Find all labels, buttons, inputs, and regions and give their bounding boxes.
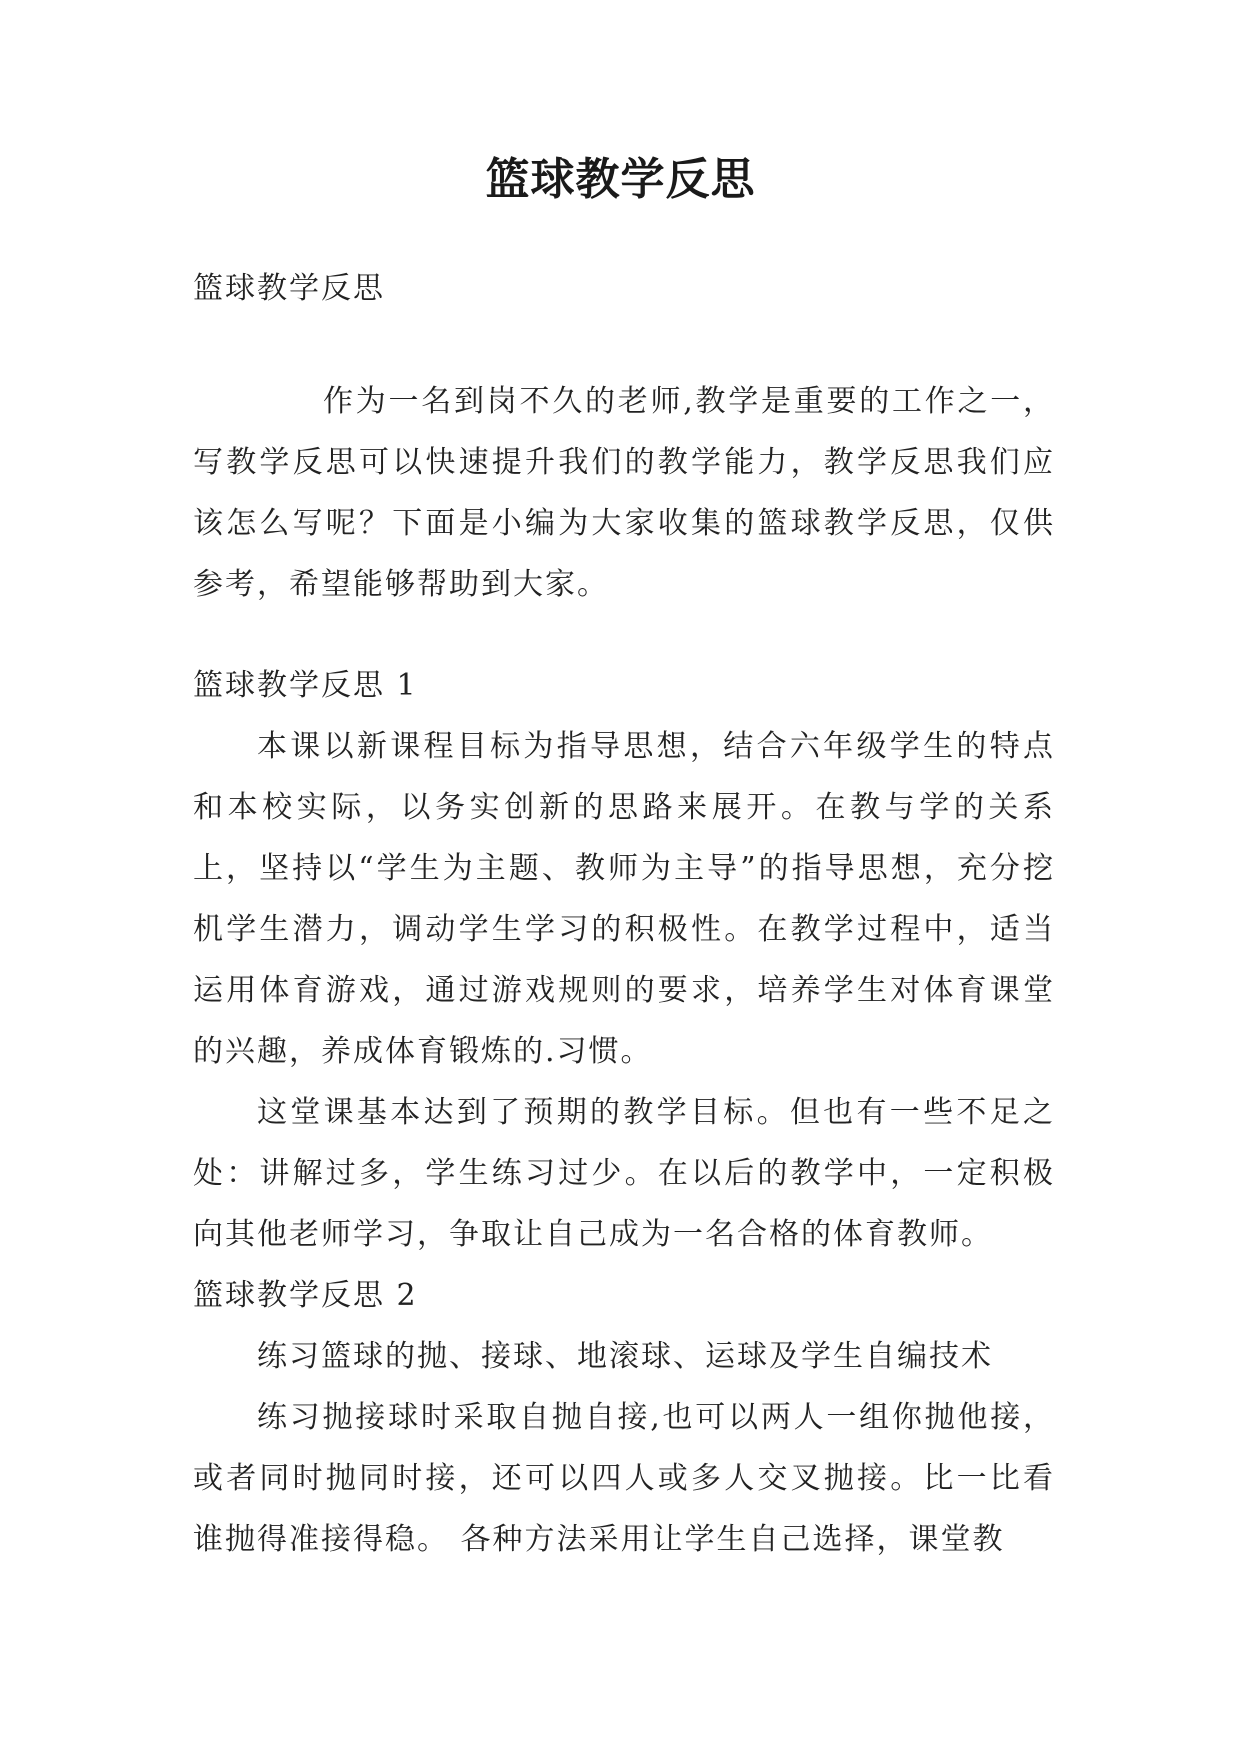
section-1-heading: 篮球教学反思 1 <box>193 668 418 703</box>
intro-paragraph: 作为一名到岗不久的老师,教学是重要的工作之一，写教学反思可以快速提升我们的教学能力，教学反思我们应该怎么写呢？下面是小编为大家收集的篮球教学反思，仅供参考，希望能够帮助到大家。 <box>193 384 1055 602</box>
document-body <box>193 258 1055 1570</box>
section-1-paragraph-2: 这堂课基本达到了预期的教学目标。但也有一些不足之处：讲解过多，学生练习过少。在以后的教学中，一定积极向其他老师学习，争取让自己成为一名合格的体育教师。 <box>193 1095 1055 1252</box>
section-1-paragraph-1: 本课以新课程目标为指导思想，结合六年级学生的特点和本校实际，以务实创新的思路来展开。在教与学的关系上，坚持以“学生为主题、教师为主导”的指导思想，充分挖机学生潜力，调动学生学习的积极性。在教学过程中，适当运用体育游戏，通过游戏规则的要求，培养学生对体育课堂的兴趣，养成体育锻炼的.习惯。 <box>193 729 1055 1069</box>
section-2-paragraph-2: 练习抛接球时采取自抛自接,也可以两人一组你抛他接，或者同时抛同时接，还可以四人或多人交叉抛接。比一比看谁抛得准接得稳。 各种方法采用让学生自己选择，课堂教 <box>193 1400 1055 1557</box>
section-2-heading: 篮球教学反思 2 <box>193 1278 418 1313</box>
document-subtitle: 篮球教学反思 <box>193 271 385 306</box>
document-title: 篮球教学反思 <box>485 154 756 205</box>
section-2-paragraph-1: 练习篮球的抛、接球、地滚球、运球及学生自编技术 <box>257 1339 993 1374</box>
